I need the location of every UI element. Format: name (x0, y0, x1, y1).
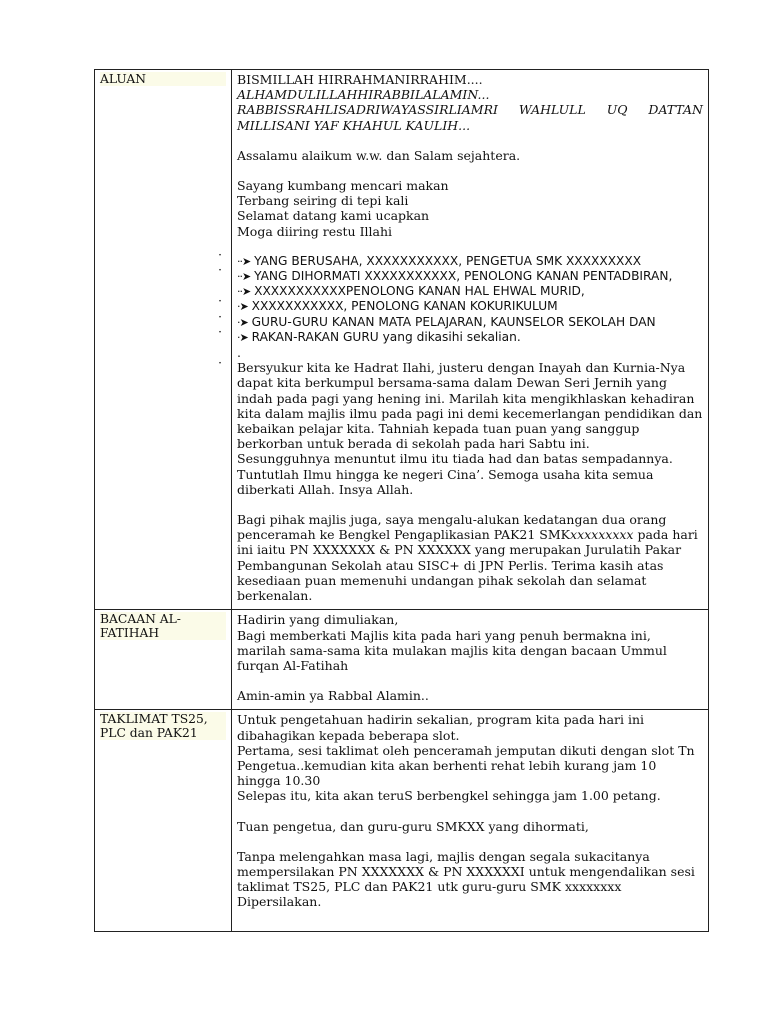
table-row-taklimat (95, 710, 709, 931)
list-item: ··➤ YANG DIHORMATI XXXXXXXXXXX, PENOLONG KANAN PENTADBIRAN, (237, 269, 673, 284)
paragraph: Sesungguhnya menuntut ilmu itu tiada had dan batas sempadannya. Tuntutlah Ilmu hingga ke negeri Cina’. Semoga usaha kita semua diberkati Allah. Insya Allah. (237, 451, 673, 497)
vip-list (237, 254, 703, 345)
content-cell (232, 70, 709, 610)
paragraph: Tanpa melengahkan masa lagi, majlis dengan segala sukacitanya mempersilakan PN XXXXXXX & PN XXXXXXI untuk mengendalikan sesi taklimat TS25, PLC dan PAK21 utk guru-guru SMK xxxxxxxx Dipersilakan. (237, 848, 695, 910)
arrow-bullet-icon: ··➤ (237, 254, 251, 268)
pantun-line: Terbang seiring di tepi kali (237, 193, 409, 209)
arrow-bullet-icon: ·➤ (237, 300, 248, 314)
list-item: ··➤ YANG BERUSAHA, XXXXXXXXXXX, PENGETUA SMK XXXXXXXXX (237, 253, 642, 268)
arrow-bullet-icon: ··➤ (237, 285, 251, 299)
arabic-line: RABBISSRAHLISADRIWAYASSIRLIAMRI WAHLULL UQ DATTAN MILLISANI YAF KHAHUL KAULIH... (237, 102, 703, 133)
paragraph: Hadirin yang dimuliakan, (237, 612, 399, 628)
arrow-bullet-icon: ··➤ (237, 270, 251, 284)
paragraph: Bagi pihak majlis juga, saya mengalu-alukan kedatangan dua orang penceramah ke Bengkel Pengaplikasian PAK21 SMKxxxxxxxxx pada hari ini iaitu PN XXXXXXX & PN XXXXXX yang merupakan Jurulatih Pakar Pembangunan Sekolah atau SISC+ di JPN Perlis. Terima kasih atas kesediaan puan memenuhi undangan pihak sekolah dan selamat berkenalan. (237, 512, 698, 604)
label-cell (95, 70, 232, 610)
arrow-bullet-icon: ·➤ (237, 315, 248, 329)
list-item: ··➤ XXXXXXXXXXXPENOLONG KANAN HAL EHWAL MURID, (237, 284, 585, 299)
paragraph: Tuan pengetua, dan guru-guru SMKXX yang dihormati, (237, 818, 589, 834)
section-label: ALUAN (100, 72, 226, 86)
content-cell (232, 610, 709, 710)
label-cell (95, 710, 232, 931)
pantun-line: Sayang kumbang mencari makan (237, 178, 449, 194)
paragraph: Bersyukur kita ke Hadrat Ilahi, justeru dengan Inayah dan Kurnia-Nya dapat kita berkumpul bersama-sama dalam Dewan Seri Jernih yang indah pada pagi yang hening ini. Marilah kita mengikhlaskan kehadiran kita dalam majlis ilmu pada pagi ini demi kecemerlangan pendidikan dan kebaikan pelajar kita. Tahniah kepada tuan puan yang sanggup berkorban untuk berada di sekolah pada hari Sabtu ini. (237, 360, 703, 452)
paragraph: Amin-amin ya Rabbal Alamin.. (237, 688, 429, 704)
paragraph: Selepas itu, kita akan teruS berbengkel sehingga jam 1.00 petang. (237, 788, 661, 804)
bullet-dot: · (218, 309, 222, 324)
pantun-line: Selamat datang kami ucapkan (237, 208, 430, 224)
table-row-al-fatihah (95, 610, 709, 710)
list-item: ·➤ GURU-GURU KANAN MATA PELAJARAN, KAUNSELOR SEKOLAH DAN (237, 314, 656, 329)
table-row-aluan (95, 70, 709, 610)
bismillah-line: BISMILLAH HIRRAHMANIRRAHIM.... (237, 72, 483, 87)
content-cell (232, 710, 709, 931)
section-label: TAKLIMAT TS25, PLC dan PAK21 (100, 712, 226, 740)
dot-line: . (237, 345, 241, 361)
speech-script-table (94, 69, 709, 932)
bullet-dot: · (218, 248, 222, 262)
section-label: BACAAN AL-FATIHAH (100, 612, 226, 640)
pantun-line: Moga diiring restu Illahi (237, 223, 393, 239)
bullet-dot: · (218, 355, 222, 370)
bullet-dot: · (218, 324, 222, 339)
greeting-line: Assalamu alaikum w.w. dan Salam sejahtera. (237, 147, 521, 163)
paragraph: Untuk pengetahuan hadirin sekalian, program kita pada hari ini dibahagikan kepada beberapa slot. (237, 712, 645, 743)
arabic-line: ALHAMDULILLAHHIRABBILALAMIN... (237, 87, 490, 103)
label-cell (95, 610, 232, 710)
list-item: ·➤ RAKAN-RAKAN GURU yang dikasihi sekalian. (237, 329, 521, 344)
arrow-bullet-icon: ·➤ (237, 330, 248, 344)
list-item: ·➤ XXXXXXXXXXX, PENOLONG KANAN KOKURIKULUM (237, 299, 558, 314)
bullet-column (100, 248, 226, 371)
bullet-dot: · (218, 294, 222, 309)
paragraph: Pertama, sesi taklimat oleh penceramah jemputan dikuti dengan slot Tn Pengetua..kemudian kita akan berhenti rehat lebih kurang jam 10 hingga 10.30 (237, 742, 695, 789)
bullet-dot: · (218, 263, 222, 278)
paragraph: Bagi memberkati Majlis kita pada hari yang penuh bermakna ini, marilah sama-sama kita mulakan majlis kita dengan bacaan Ummul furqan Al-Fatihah (237, 627, 667, 673)
